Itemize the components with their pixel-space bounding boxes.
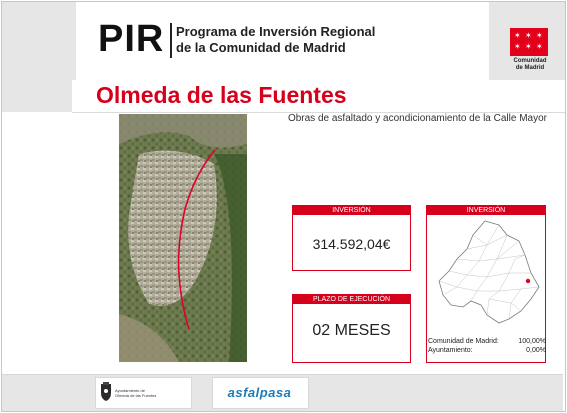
- coat-of-arms-icon: [99, 382, 113, 402]
- contractor-name: asfalpasa: [227, 385, 292, 400]
- duration-label: PLAZO DE EJECUCIÓN: [293, 295, 410, 304]
- municipality-title: Olmeda de las Fuentes: [96, 82, 347, 108]
- comunidad-madrid-logo: [510, 28, 550, 76]
- footer: [2, 374, 563, 411]
- duration-box: [292, 294, 411, 363]
- funding-name: Comunidad de Madrid:: [428, 338, 499, 345]
- aerial-photo: [119, 114, 247, 362]
- project-description: Obras de asfaltado y acondicionamiento de la Calle Mayor: [287, 113, 547, 124]
- contractor-logo: [212, 377, 309, 409]
- ayto-line1: Ayuntamiento de: [115, 388, 145, 393]
- map-box-label: INVERSIÓN: [427, 206, 545, 215]
- madrid-flag-icon: ✶ ✶ ✶ ✶ ✶ ✶: [510, 28, 548, 56]
- comunidad-madrid-logo-text: [510, 58, 550, 72]
- ayto-line2: Olmeda de las Fuentes: [115, 393, 157, 398]
- duration-value: 02 MESES: [312, 322, 391, 339]
- funding-split: [428, 337, 546, 355]
- ayuntamiento-logo-text: [115, 388, 156, 398]
- cm-logo-line2: de Madrid: [515, 65, 545, 71]
- investment-box: [292, 205, 411, 271]
- aerial-photo-graphic: [119, 114, 247, 362]
- investment-amount: 314.592,04€: [312, 236, 391, 252]
- funding-value: 0,00%: [526, 347, 546, 354]
- madrid-region-map: [427, 215, 545, 325]
- cm-logo-line1: Comunidad: [513, 58, 547, 64]
- funding-row-comunidad: [428, 337, 546, 346]
- header-divider: [170, 23, 172, 58]
- program-title-line1: Programa de Inversión Regional: [176, 24, 376, 39]
- funding-value: 100,00%: [518, 338, 546, 345]
- pir-logo-text: PIR: [98, 18, 165, 60]
- title-accent-bar: [2, 80, 72, 112]
- location-marker: [526, 279, 530, 283]
- investment-label: INVERSIÓN: [293, 206, 410, 215]
- ayuntamiento-logo: [95, 377, 192, 409]
- program-title: [176, 24, 375, 56]
- funding-row-ayuntamiento: [428, 346, 546, 355]
- funding-name: Ayuntamiento:: [428, 347, 473, 354]
- program-title-line2: de la Comunidad de Madrid: [176, 40, 346, 55]
